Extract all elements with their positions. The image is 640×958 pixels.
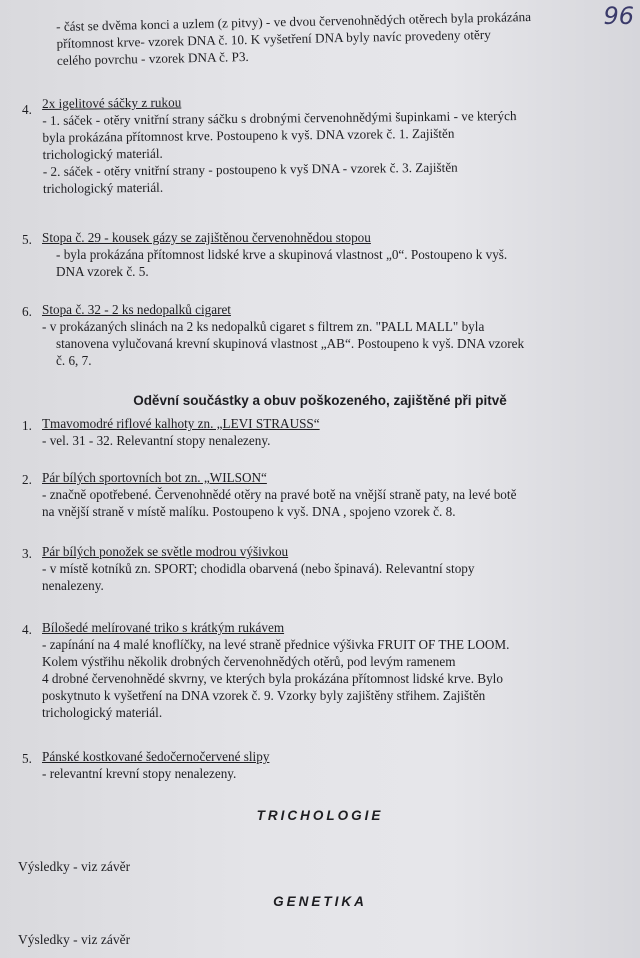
text-line: 4 drobné červenohnědé skvrny, ve kterých byla prokázána přítomnost lidské krve. Bylo (42, 671, 503, 686)
item-number: 5. (22, 751, 32, 766)
text-line: - v prokázaných slinách na 2 ks nedopalků cigaret s filtrem zn. "PALL MALL" byla (42, 319, 485, 334)
text-line: - část se dvěma konci a uzlem (z pitvy) - ve dvou červenohnědých otěrech byla prokázána (56, 9, 532, 34)
genetika-heading: GENETIKA (273, 894, 367, 909)
text-line: nenalezeny. (42, 578, 104, 593)
text-line: - vel. 31 - 32. Relevantní stopy nenalezeny. (42, 433, 271, 448)
trichologie-result: Výsledky - viz závěr (18, 859, 131, 874)
text-line: - relevantní krevní stopy nenalezeny. (42, 766, 237, 781)
item-title: Stopa č. 32 - 2 ks nedopalků cigaret (42, 302, 231, 317)
item-block (42, 415, 597, 449)
continuation-block (56, 7, 595, 69)
text-line: DNA vzorek č. 5. (56, 264, 149, 279)
text-line: č. 6, 7. (56, 353, 92, 368)
item-number: 4. (22, 102, 32, 117)
text-line: trichologický materiál. (42, 145, 163, 162)
genetika-result: Výsledky - viz závěr (18, 932, 131, 947)
item-title: Stopa č. 29 - kousek gázy se zajištěnou červenohnědou stopou (42, 230, 371, 245)
item-number: 5. (22, 232, 32, 247)
item-number: 1. (22, 418, 32, 433)
item-block (42, 469, 607, 520)
item-block (42, 748, 597, 782)
text-line: - 2. sáček - otěry vnitřní strany - postoupeno k vyš DNA - vzorek č. 3. Zajištěn (42, 159, 458, 179)
text-line: na vnější straně v místě malíku. Postoupeno k vyš. DNA , spojeno vzorek č. 8. (42, 504, 456, 519)
item-title: Tmavomodré riflové kalhoty zn. „LEVI STRAUSS“ (42, 416, 320, 431)
trichologie-heading: TRICHOLOGIE (256, 808, 384, 823)
handwritten-page-number: 96 (603, 2, 634, 30)
item-block (42, 619, 602, 721)
item-title: Pár bílých ponožek se světle modrou výšivkou (42, 544, 289, 559)
section-heading: Oděvní součástky a obuv poškozeného, zajištěné při pitvě (133, 393, 507, 408)
text-line: trichologický materiál. (42, 179, 164, 196)
item-block (42, 301, 602, 369)
text-line: - byla prokázána přítomnost lidské krve a skupinová vlastnost „0“. Postoupeno k vyš. (56, 247, 508, 262)
text-line: trichologický materiál. (42, 705, 163, 720)
item-block (42, 229, 597, 280)
text-line: byla prokázána přítomnost krve. Postoupeno k vyš. DNA vzorek č. 1. Zajištěn (42, 125, 455, 145)
text-line: poskytnuto k vyšetření na DNA vzorek č. 9. Vzorky byly zajištěny střihem. Zajištěn (42, 688, 486, 703)
item-number: 4. (22, 622, 32, 637)
text-line: Kolem výstřihu několik drobných červenohnědých otěrů, pod levým ramenem (42, 654, 456, 669)
item-number: 2. (22, 472, 32, 487)
item-block (42, 543, 607, 594)
item-number: 6. (22, 304, 32, 319)
text-line: - 1. sáček - otěry vnitřní strany sáčku s drobnými červenohnědými šupinkami - ve kterých (42, 108, 517, 128)
item-title: Pánské kostkované šedočernočervené slipy (42, 749, 270, 764)
text-line: přítomnost krve- vzorek DNA č. 10. K vyšetření DNA byly navíc provedeny otěry (56, 26, 491, 51)
item-title: Bílošedé melírované triko s krátkým rukávem (42, 620, 285, 635)
text-line: - v místě kotníků zn. SPORT; chodidla obarvená (nebo špinavá). Relevantní stopy (42, 561, 475, 576)
item-number: 3. (22, 546, 32, 561)
item-title: Pár bílých sportovních bot zn. „WILSON“ (42, 470, 267, 485)
text-line: stanovena vylučovaná krevní skupinová vlastnost „AB“. Postoupeno k vyš. DNA vzorek (56, 336, 525, 351)
item-block (42, 89, 598, 197)
text-line: celého povrchu - vzorek DNA č. P3. (56, 48, 249, 68)
item-title: 2x igelitové sáčky z rukou (42, 94, 182, 111)
text-line: - zapínání na 4 malé knoflíčky, na levé straně přednice výšivka FRUIT OF THE LOOM. (42, 637, 510, 652)
text-line: - značně opotřebené. Červenohnědé otěry na pravé botě na vnější straně paty, na levé botě (42, 487, 517, 502)
